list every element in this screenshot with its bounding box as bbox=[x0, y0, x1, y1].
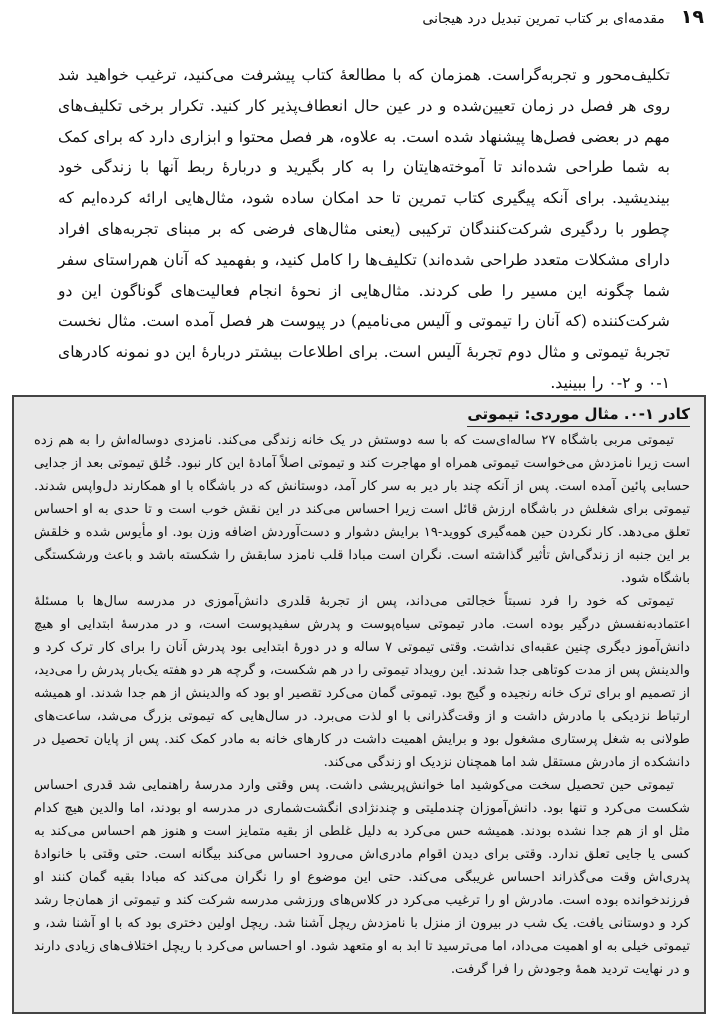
case-box-title bbox=[34, 405, 690, 427]
case-paragraph: تیموتی حین تحصیل سخت می‌کوشید اما خوانش‌پریشی داشت. پس وقتی وارد مدرسهٔ راهنمایی شد قدری احساس شکست می‌کرد و تنها بود. دانش‌آموزان چندملیتی و چندنژادی انگشت‌شماری در مدرسه او بودند، اما والدین هیچ کدام مثل او از هم جدا نشده بودند. همیشه حس می‌کرد به دلیل غلطی از بقیه متمایز است و هنوز هم احساس می‌کند به کسی یا جایی تعلق ندارد. وقتی برای دیدن اقوام مادری‌اش می‌رود احساس می‌کند بیگانه است. حتی وقتی با خانوادهٔ پدری‌اش وقت می‌گذراند احساس غریبگی می‌کند. حتی این موضوع او را نگران می‌کند که مبادا بقیه گمان کنند او فرزندخوانده بوده است. مادرش او را ترغیب می‌کرد در کلاس‌های ورزشی مدرسه شرکت کند و تیموتی از همان‌جا رشد کرد و دوستانی یافت. یک شب در بیرون از منزل با نامزدش ریچل آشنا شد. ریچل اولین دختری بود که با او آشنا شد، و تیموتی خیلی به او اهمیت می‌داد، اما می‌ترسید تا ابد به او متعهد شود. او احساس می‌کرد با ریچل اختلاف‌های زیادی دارند و در نهایت تردید همهٔ وجودش را فرا گرفت. bbox=[34, 778, 690, 977]
intro-text bbox=[58, 60, 670, 399]
running-title: مقدمه‌ای بر کتاب تمرین تبدیل درد هیجانی bbox=[422, 11, 665, 27]
page-number: ۱۹ bbox=[680, 6, 704, 28]
intro-paragraph: تکلیف‌محور و تجربه‌گراست. همزمان که با مطالعهٔ کتاب پیشرفت می‌کنید، ترغیب خواهید شد روی هر فصل در زمان تعیین‌شده و در عین حال انعطاف‌پذیر کار کنید. تکرار برخی تکلیف‌های مهم در بعضی فصل‌ها پیشنهاد شده است. به علاوه، هر فصل محتوا و ابزاری دارد که برای کمک به شما طراحی شده‌اند تا آموخته‌هایتان را به کار بگیرید و دربارهٔ ربط آنها با زندگی خود بیندیشید. برای آنکه پیگیری کتاب تمرین تا حد امکان ساده شود، مثال‌هایی ارائه کرده‌ایم که چطور با ردگیری شرکت‌کنندگان ترکیبی (یعنی مثال‌های فرضی که بر مبنای تجربه‌های افراد دارای مشکلات متعدد طراحی شده‌اند) تکلیف‌ها را کامل کنید، و بفهمید که آنان هم‌راستای سفر شما چگونه این مسیر را طی کردند. مثال‌هایی از نحوهٔ انجام فعالیت‌های گوناگون این دو شرکت‌کننده (که آنان را تیموتی و آلیس می‌نامیم) در پیوست هر فصل آمده است. مثال نخست تجربهٔ تیموتی و مثال دوم تجربهٔ آلیس است. برای اطلاعات بیشتر دربارهٔ این دو نمونه کادرهای ۱-۰ و ۲-۰ را ببینید. bbox=[58, 66, 670, 392]
case-paragraph: تیموتی مربی باشگاه ۲۷ ساله‌ای‌ست که با سه دوستش در یک خانه زندگی می‌کند. نامزدی دوساله‌اش را به هم زده است زیرا نامزدش می‌خواست تیموتی همراه او مهاجرت کند و تیموتی اصلاً آمادهٔ این کار نبود. خُلق تیموتی بعد از جدایی حسابی پائین آمده است. پس از آنکه چند بار دیر به سر کار آمد، دوستانش که در باشگاه با او همکارند دل‌واپس شدند. تیموتی برای شغلش در باشگاه ارزش قائل است زیرا احساس می‌کند در این نقش خوب است و تا حدی به او احساس تعلق می‌دهد. کار نکردن حین همه‌گیری کووید-۱۹ برایش دشوار و دست‌آوردش اضافه وزن بود. او مأیوس شده و خلقش بر این جنبه از زندگی‌اش تأثیر گذاشته است. نگران است مبادا قلب نامزد سابقش را شکسته باشد و باعث ورشکستگی باشگاه شود. bbox=[34, 433, 690, 586]
page-header bbox=[14, 6, 704, 28]
case-box-body bbox=[34, 429, 690, 981]
case-example-box bbox=[12, 395, 706, 1014]
case-box-title-text: کادر ۱-۰. مثال موردی: تیموتی bbox=[467, 405, 690, 427]
case-paragraph: تیموتی که خود را فرد نسبتاً خجالتی می‌داند، پس از تجربهٔ قلدری دانش‌آموزی در مدرسه سال‌ها با مسئلهٔ اعتمادبه‌نفسش درگیر بوده است. مادر تیموتی سیاه‌پوست و پدرش سفیدپوست است، و در مدرسهٔ ابتدایی او هیچ دانش‌آموز دیگری چنین عقبه‌ای نداشت. وقتی تیموتی ۷ ساله و در دورهٔ ابتدایی بود پدرش آنان را برای کار ترک کرد و والدینش پس از مدت کوتاهی جدا شدند. این رویداد تیموتی را در هم شکست، و گرچه هر دو هفته یک‌بار پدرش را می‌دید، از تصمیم او برای ترک خانه رنجیده و گیج بود. تیموتی گمان می‌کرد تقصیر او بود که والدینش از هم جدا شدند. او همیشه ارتباط نزدیکی با مادرش داشت و از وقت‌گذرانی با او لذت می‌برد. در سال‌هایی که تیموتی بزرگ می‌شد، ساعت‌های طولانی به شغل پرستاری مشغول بود و برایش اهمیت داشت در کارهای خانه به مادر کمک کند. پس از پایان تحصیل در دانشکده از مادرش مستقل شد اما همچنان نزدیک او زندگی می‌کند. bbox=[34, 594, 690, 770]
